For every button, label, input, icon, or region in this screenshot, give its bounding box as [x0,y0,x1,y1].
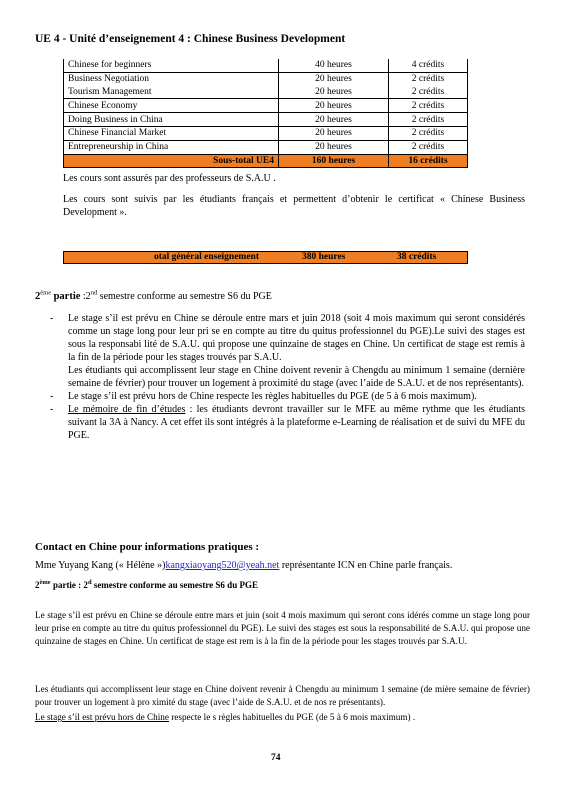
ue4-title: UE 4 - Unité d’enseignement 4 : Chinese Business Development [35,33,346,45]
cell-credits: 2 crédits [389,86,468,99]
small-paragraph-1: Le stage s’il est prévu en Chine se déroule entre mars et juin (soit 4 mois maximum qui seront cons idérés comme un stage long pour leur prise en compte au titre du quitus professionnel du PGE). Le suivi des stages est sous la responsabilité de S.A.U. qui propose une quinzaine de stages en Chine. Un certificat de stage est rem is à la fin de la période pour les stages trouvés par S.A.U. [35,610,530,646]
cell-hours: 20 heures [279,86,389,99]
section2-text-a: partie : 2 [50,580,88,590]
bullet-text: Le stage s’il est prévu en Chine se déroule entre mars et juin 2018 (soit 4 mois maximum qui seront considérés comme un stage long pour leur pri se en compte au titre du quitus professionnel du PGE).Le suivi des stages est sous la responsabi lité de S.A.U. qui propose une quinzaine de stages en Chine. Un certificat de stage est remis à la fin de la période pour les stages trouvés par S.A.U. [68,313,525,363]
table-row [64,59,468,72]
section-semester-num: :2 [82,291,91,302]
paragraph-certificate: Les cours sont suivis par les étudiants français et permettent d’obtenir le certificat « Chinese Business Development ». [63,194,525,218]
cell-course: Chinese Economy [64,99,279,113]
cell-course: Tourism Management [64,86,279,99]
cell-credits: 2 crédits [389,113,468,127]
small-text: respecte le s règles habituelles du PGE (de 5 à 6 mois maximum) . [168,712,416,722]
table-row [64,113,468,127]
small-underlined: Le stage s’il est prévu hors de Chine [35,712,169,722]
section-semester-sup: nd [90,289,98,297]
cell-credits: 2 crédits [389,72,468,85]
list-item [50,403,525,442]
cell-credits: 2 crédits [389,140,468,154]
section-heading [35,291,272,302]
cell-hours: 40 heures [279,59,389,72]
cell-course: Chinese Financial Market [64,126,279,140]
list-item [50,390,525,403]
cell-hours: 20 heures [279,99,389,113]
bullet-text: : les étudiants devront travailler sur le MFE au même rythme que les étudiants suivant la 3A à Nancy. A cet effet ils sont intégrés à la plateforme e-Learning de réalisation et de suivi du MFE du PGE. [68,404,525,441]
list-item [50,312,525,390]
subtotal-label: Sous-total UE4 [64,154,279,168]
paragraph-teachers: Les cours sont assurés par des professeurs de S.A.U . [63,173,276,184]
bullet-text: Le stage s’il est prévu hors de Chine respecte les règles habituelles du PGE (de 5 à 6 mois maximum). [68,391,477,402]
subtotal-hours: 160 heures [279,154,389,168]
cell-hours: 20 heures [279,72,389,85]
bullet-underlined: Le mémoire de fin d’études [68,404,186,415]
internship-list [50,312,525,442]
subtotal-credits: 16 crédits [389,154,468,168]
total-credits: 38 crédits [397,252,437,262]
dash: - [50,313,54,324]
small-paragraph-3 [35,711,530,724]
cell-hours: 20 heures [279,113,389,127]
dash: - [50,404,54,415]
bullet-text-2: Les étudiants qui accomplissent leur stage en Chine doivent revenir à Chengdu au minimum 1 semaine (dernière semaine de février) pour trouver un logement à proximité du stage (avec l’aide de S.A.U. et de nos représentants). [68,365,525,389]
subtotal-row [64,154,468,168]
table-row [64,140,468,154]
section2-num: 2 [35,580,40,590]
cell-course: Business Negotiation [64,72,279,85]
email-link[interactable]: kangxiaoyang520@yeah.net [165,560,280,571]
contact-heading: Contact en Chine pour informations pratiques : [35,541,260,553]
section-partie: partie [53,291,81,302]
total-hours: 380 heures [302,252,346,262]
cell-hours: 20 heures [279,140,389,154]
total-row [63,251,468,264]
cell-course: Entrepreneurship in China [64,140,279,154]
small-paragraph-2: Les étudiants qui accomplissent leur stage en Chine doivent revenir à Chengdu au minimum 1 semaine (de mière semaine de février) pour trouver un logement à pro ximité du stage (avec l’aide de S.A.U. et de nos re présentants). [35,684,530,707]
contact-name: Mme Yuyang Kang (« Hélène ») [35,560,166,571]
cell-course: Chinese for beginners [64,59,279,72]
table-row [64,72,468,85]
section-rest: semestre conforme au semestre S6 du PGE [99,291,272,302]
contact-role: représentante ICN en Chine parle français. [279,560,453,571]
cell-course: Doing Business in China [64,113,279,127]
table-row [64,126,468,140]
section2-sup: ème [39,579,51,586]
cell-credits: 4 crédits [389,59,468,72]
total-label: otal général enseignement [154,252,260,262]
section2-sup2: d [87,579,92,586]
table-row [64,99,468,113]
cell-credits: 2 crédits [389,126,468,140]
table-row [64,86,468,99]
section-sup: ème [40,289,52,297]
section-num: 2 [35,291,41,302]
dash: - [50,391,54,402]
cell-hours: 20 heures [279,126,389,140]
section2-heading [35,580,258,590]
page-number: 74 [271,753,281,763]
section2-text-b: semestre conforme au semestre S6 du PGE [91,580,258,590]
cell-credits: 2 crédits [389,99,468,113]
contact-line [35,560,452,571]
courses-table [63,59,468,168]
